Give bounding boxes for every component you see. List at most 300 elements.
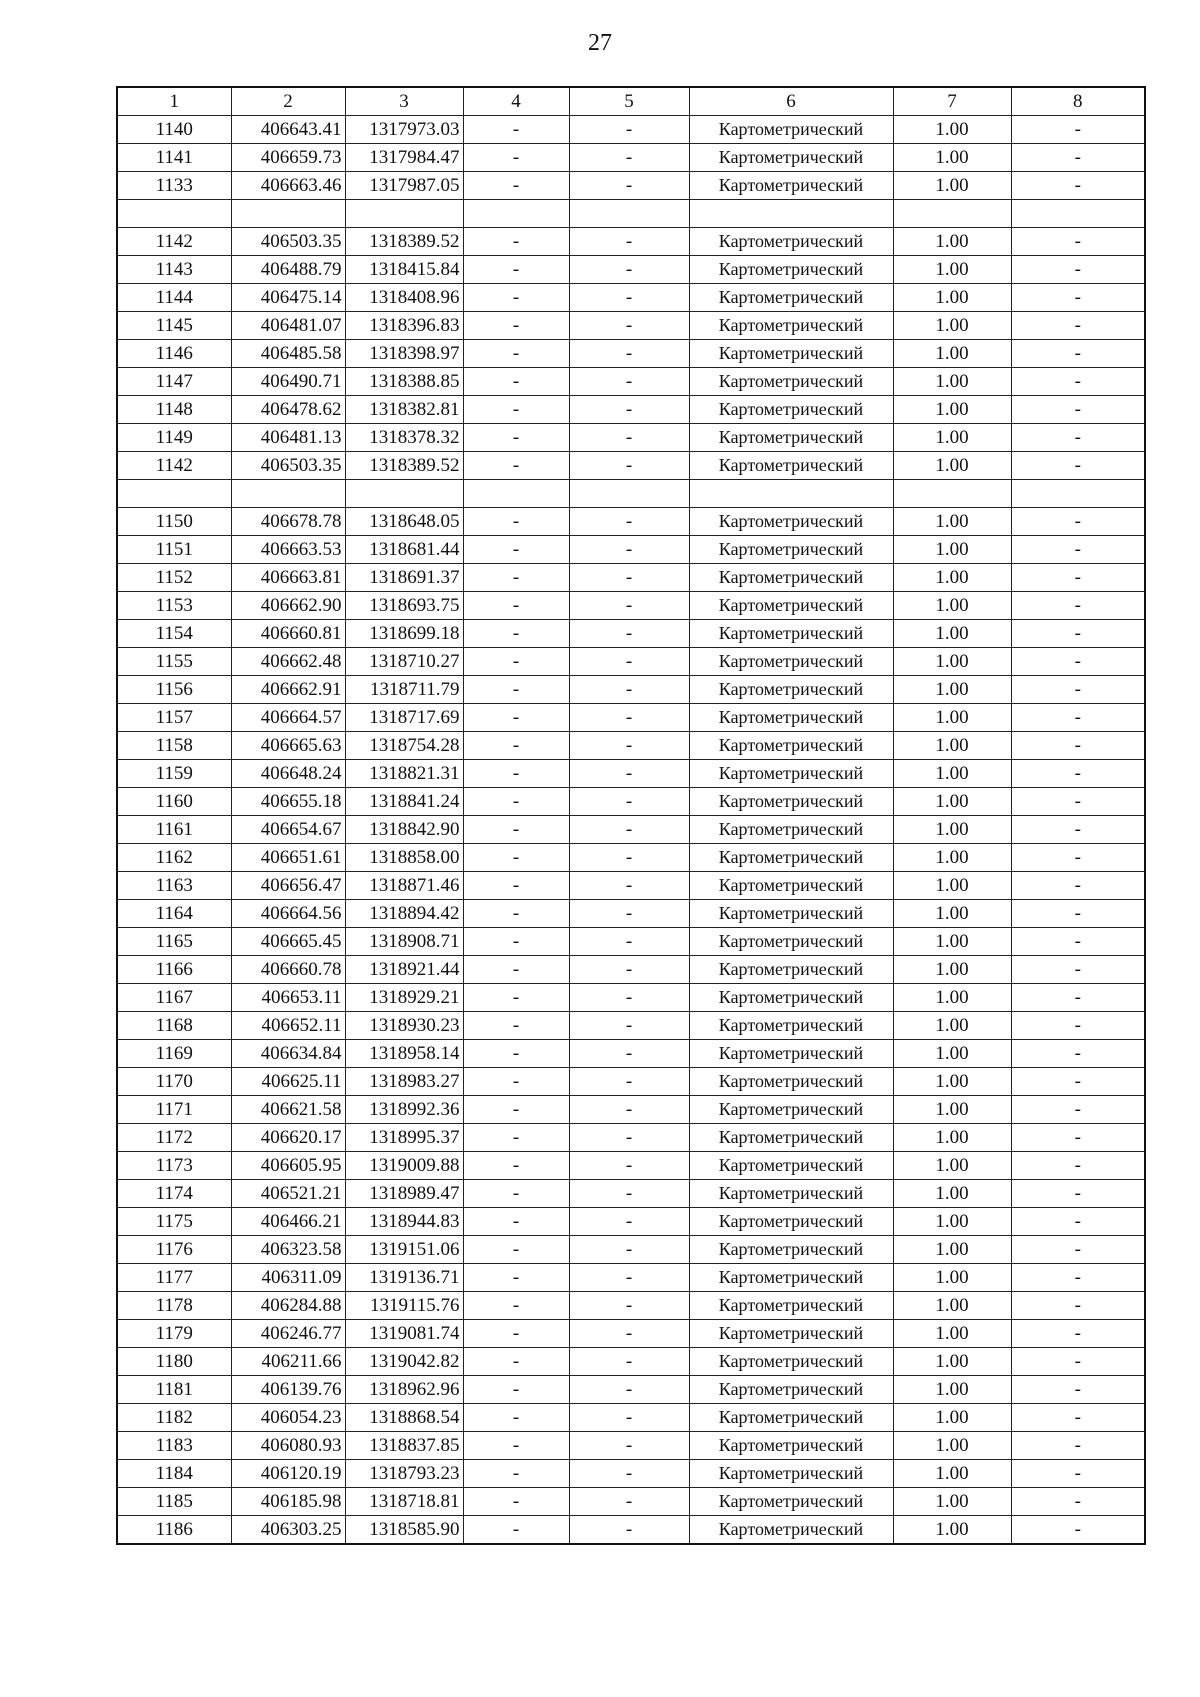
method-cell: Картометрический	[689, 620, 893, 648]
table-row	[117, 844, 1145, 872]
y-coordinate-cell: 1318382.81	[345, 396, 463, 424]
point-number-cell: 1157	[117, 704, 231, 732]
method-cell: Картометрический	[689, 452, 893, 480]
accuracy-cell: 1.00	[893, 1180, 1011, 1208]
method-cell: Картометрический	[689, 1068, 893, 1096]
col8-cell: -	[1011, 844, 1145, 872]
col8-cell: -	[1011, 676, 1145, 704]
y-coordinate-cell: 1318921.44	[345, 956, 463, 984]
header-cell: 7	[893, 87, 1011, 116]
col5-cell: -	[569, 592, 689, 620]
col5-cell: -	[569, 368, 689, 396]
y-coordinate-cell: 1318754.28	[345, 732, 463, 760]
table-row	[117, 900, 1145, 928]
point-number-cell: 1167	[117, 984, 231, 1012]
accuracy-cell: 1.00	[893, 816, 1011, 844]
table-row	[117, 1208, 1145, 1236]
col5-cell	[569, 200, 689, 228]
col4-cell: -	[463, 452, 569, 480]
col4-cell: -	[463, 1376, 569, 1404]
x-coordinate-cell: 406659.73	[231, 144, 345, 172]
col8-cell: -	[1011, 984, 1145, 1012]
accuracy-cell: 1.00	[893, 1068, 1011, 1096]
col5-cell: -	[569, 788, 689, 816]
table-row	[117, 396, 1145, 424]
table-row	[117, 340, 1145, 368]
col4-cell: -	[463, 396, 569, 424]
method-cell: Картометрический	[689, 1292, 893, 1320]
col8-cell: -	[1011, 956, 1145, 984]
x-coordinate-cell: 406662.91	[231, 676, 345, 704]
x-coordinate-cell: 406662.48	[231, 648, 345, 676]
table-row	[117, 1152, 1145, 1180]
method-cell	[689, 480, 893, 508]
page-number: 27	[588, 30, 612, 56]
x-coordinate-cell: 406652.11	[231, 1012, 345, 1040]
x-coordinate-cell: 406211.66	[231, 1348, 345, 1376]
y-coordinate-cell: 1318408.96	[345, 284, 463, 312]
y-coordinate-cell: 1318415.84	[345, 256, 463, 284]
table-row	[117, 1264, 1145, 1292]
col4-cell: -	[463, 648, 569, 676]
col5-cell: -	[569, 1264, 689, 1292]
col4-cell: -	[463, 1404, 569, 1432]
point-number-cell: 1142	[117, 228, 231, 256]
table-row	[117, 144, 1145, 172]
method-cell: Картометрический	[689, 760, 893, 788]
accuracy-cell: 1.00	[893, 116, 1011, 144]
x-coordinate-cell: 406664.57	[231, 704, 345, 732]
col4-cell: -	[463, 312, 569, 340]
x-coordinate-cell: 406481.07	[231, 312, 345, 340]
col5-cell: -	[569, 1320, 689, 1348]
col5-cell: -	[569, 1096, 689, 1124]
method-cell: Картометрический	[689, 1208, 893, 1236]
y-coordinate-cell: 1318718.81	[345, 1488, 463, 1516]
col8-cell: -	[1011, 592, 1145, 620]
col8-cell: -	[1011, 172, 1145, 200]
col8-cell: -	[1011, 144, 1145, 172]
method-cell: Картометрический	[689, 396, 893, 424]
accuracy-cell: 1.00	[893, 592, 1011, 620]
point-number-cell: 1183	[117, 1432, 231, 1460]
accuracy-cell: 1.00	[893, 620, 1011, 648]
accuracy-cell: 1.00	[893, 396, 1011, 424]
method-cell: Картометрический	[689, 676, 893, 704]
point-number-cell: 1143	[117, 256, 231, 284]
x-coordinate-cell: 406284.88	[231, 1292, 345, 1320]
col8-cell: -	[1011, 424, 1145, 452]
y-coordinate-cell: 1318710.27	[345, 648, 463, 676]
col4-cell: -	[463, 928, 569, 956]
point-number-cell: 1145	[117, 312, 231, 340]
point-number-cell: 1185	[117, 1488, 231, 1516]
col5-cell: -	[569, 312, 689, 340]
accuracy-cell: 1.00	[893, 1348, 1011, 1376]
col8-cell	[1011, 480, 1145, 508]
col4-cell: -	[463, 956, 569, 984]
accuracy-cell: 1.00	[893, 1460, 1011, 1488]
col5-cell: -	[569, 1488, 689, 1516]
y-coordinate-cell: 1319115.76	[345, 1292, 463, 1320]
col5-cell: -	[569, 704, 689, 732]
table-header-row	[117, 87, 1145, 116]
point-number-cell: 1148	[117, 396, 231, 424]
point-number-cell: 1147	[117, 368, 231, 396]
x-coordinate-cell: 406648.24	[231, 760, 345, 788]
col5-cell: -	[569, 1236, 689, 1264]
method-cell: Картометрический	[689, 732, 893, 760]
point-number-cell: 1152	[117, 564, 231, 592]
accuracy-cell: 1.00	[893, 1376, 1011, 1404]
table-row	[117, 956, 1145, 984]
col5-cell: -	[569, 1376, 689, 1404]
col4-cell: -	[463, 144, 569, 172]
accuracy-cell: 1.00	[893, 928, 1011, 956]
table-row	[117, 1460, 1145, 1488]
x-coordinate-cell: 406621.58	[231, 1096, 345, 1124]
col4-cell: -	[463, 1068, 569, 1096]
table-row	[117, 1096, 1145, 1124]
point-number-cell: 1179	[117, 1320, 231, 1348]
point-number-cell: 1165	[117, 928, 231, 956]
accuracy-cell: 1.00	[893, 704, 1011, 732]
point-number-cell: 1150	[117, 508, 231, 536]
col4-cell	[463, 480, 569, 508]
col5-cell: -	[569, 340, 689, 368]
point-number-cell: 1161	[117, 816, 231, 844]
method-cell: Картометрический	[689, 984, 893, 1012]
x-coordinate-cell: 406490.71	[231, 368, 345, 396]
col4-cell: -	[463, 984, 569, 1012]
accuracy-cell: 1.00	[893, 648, 1011, 676]
accuracy-cell: 1.00	[893, 1208, 1011, 1236]
table-row	[117, 564, 1145, 592]
table-row	[117, 172, 1145, 200]
x-coordinate-cell: 406139.76	[231, 1376, 345, 1404]
point-number-cell: 1155	[117, 648, 231, 676]
point-number-cell: 1141	[117, 144, 231, 172]
col4-cell: -	[463, 424, 569, 452]
accuracy-cell: 1.00	[893, 1320, 1011, 1348]
header-cell: 3	[345, 87, 463, 116]
table-row	[117, 1124, 1145, 1152]
point-number-cell: 1171	[117, 1096, 231, 1124]
y-coordinate-cell: 1318871.46	[345, 872, 463, 900]
point-number-cell: 1174	[117, 1180, 231, 1208]
col4-cell: -	[463, 1208, 569, 1236]
point-number-cell: 1184	[117, 1460, 231, 1488]
col8-cell: -	[1011, 564, 1145, 592]
accuracy-cell: 1.00	[893, 256, 1011, 284]
x-coordinate-cell: 406643.41	[231, 116, 345, 144]
col4-cell: -	[463, 760, 569, 788]
method-cell: Картометрический	[689, 1152, 893, 1180]
point-number-cell: 1162	[117, 844, 231, 872]
method-cell: Картометрический	[689, 1376, 893, 1404]
x-coordinate-cell: 406475.14	[231, 284, 345, 312]
col5-cell: -	[569, 1012, 689, 1040]
y-coordinate-cell: 1318821.31	[345, 760, 463, 788]
table-row	[117, 1292, 1145, 1320]
x-coordinate-cell: 406466.21	[231, 1208, 345, 1236]
method-cell: Картометрический	[689, 648, 893, 676]
accuracy-cell: 1.00	[893, 340, 1011, 368]
col8-cell: -	[1011, 508, 1145, 536]
col4-cell: -	[463, 704, 569, 732]
x-coordinate-cell: 406660.78	[231, 956, 345, 984]
x-coordinate-cell: 406663.46	[231, 172, 345, 200]
col5-cell: -	[569, 844, 689, 872]
method-cell: Картометрический	[689, 1180, 893, 1208]
point-number-cell: 1172	[117, 1124, 231, 1152]
method-cell: Картометрический	[689, 1040, 893, 1068]
col5-cell: -	[569, 676, 689, 704]
col8-cell: -	[1011, 284, 1145, 312]
col8-cell: -	[1011, 648, 1145, 676]
col4-cell: -	[463, 172, 569, 200]
table-row	[117, 676, 1145, 704]
point-number-cell: 1163	[117, 872, 231, 900]
x-coordinate-cell: 406521.21	[231, 1180, 345, 1208]
accuracy-cell: 1.00	[893, 788, 1011, 816]
table-row	[117, 1404, 1145, 1432]
y-coordinate-cell: 1318995.37	[345, 1124, 463, 1152]
x-coordinate-cell	[231, 480, 345, 508]
point-number-cell: 1176	[117, 1236, 231, 1264]
method-cell: Картометрический	[689, 1460, 893, 1488]
y-coordinate-cell: 1318585.90	[345, 1516, 463, 1545]
table-row	[117, 368, 1145, 396]
col5-cell: -	[569, 256, 689, 284]
x-coordinate-cell: 406185.98	[231, 1488, 345, 1516]
accuracy-cell: 1.00	[893, 844, 1011, 872]
method-cell: Картометрический	[689, 928, 893, 956]
col5-cell: -	[569, 816, 689, 844]
method-cell: Картометрический	[689, 172, 893, 200]
col4-cell: -	[463, 1516, 569, 1545]
col4-cell: -	[463, 1460, 569, 1488]
table-row	[117, 816, 1145, 844]
col8-cell: -	[1011, 1068, 1145, 1096]
col5-cell	[569, 480, 689, 508]
y-coordinate-cell: 1318868.54	[345, 1404, 463, 1432]
y-coordinate-cell: 1318396.83	[345, 312, 463, 340]
y-coordinate-cell: 1318378.32	[345, 424, 463, 452]
accuracy-cell: 1.00	[893, 1404, 1011, 1432]
col8-cell: -	[1011, 536, 1145, 564]
col8-cell: -	[1011, 1432, 1145, 1460]
col8-cell: -	[1011, 788, 1145, 816]
table-row	[117, 1320, 1145, 1348]
col4-cell: -	[463, 592, 569, 620]
point-number-cell: 1158	[117, 732, 231, 760]
table-row	[117, 312, 1145, 340]
col5-cell: -	[569, 144, 689, 172]
y-coordinate-cell: 1319136.71	[345, 1264, 463, 1292]
point-number-cell: 1177	[117, 1264, 231, 1292]
col5-cell: -	[569, 760, 689, 788]
col5-cell: -	[569, 228, 689, 256]
table-row	[117, 984, 1145, 1012]
col5-cell: -	[569, 424, 689, 452]
table-row	[117, 620, 1145, 648]
point-number-cell: 1156	[117, 676, 231, 704]
accuracy-cell: 1.00	[893, 1124, 1011, 1152]
col4-cell: -	[463, 1152, 569, 1180]
col5-cell: -	[569, 648, 689, 676]
x-coordinate-cell: 406654.67	[231, 816, 345, 844]
col5-cell: -	[569, 928, 689, 956]
y-coordinate-cell: 1318681.44	[345, 536, 463, 564]
point-number-cell: 1168	[117, 1012, 231, 1040]
method-cell: Картометрический	[689, 508, 893, 536]
accuracy-cell: 1.00	[893, 676, 1011, 704]
x-coordinate-cell: 406665.63	[231, 732, 345, 760]
x-coordinate-cell: 406651.61	[231, 844, 345, 872]
header-cell: 5	[569, 87, 689, 116]
header-cell: 2	[231, 87, 345, 116]
col8-cell: -	[1011, 452, 1145, 480]
accuracy-cell: 1.00	[893, 144, 1011, 172]
y-coordinate-cell: 1318958.14	[345, 1040, 463, 1068]
col8-cell: -	[1011, 1012, 1145, 1040]
point-number-cell: 1153	[117, 592, 231, 620]
y-coordinate-cell: 1318699.18	[345, 620, 463, 648]
col4-cell: -	[463, 872, 569, 900]
accuracy-cell: 1.00	[893, 508, 1011, 536]
col4-cell: -	[463, 536, 569, 564]
col5-cell: -	[569, 284, 689, 312]
table-row	[117, 1516, 1145, 1545]
col8-cell: -	[1011, 1460, 1145, 1488]
x-coordinate-cell: 406665.45	[231, 928, 345, 956]
col5-cell: -	[569, 1460, 689, 1488]
table-row	[117, 256, 1145, 284]
accuracy-cell: 1.00	[893, 1516, 1011, 1545]
method-cell: Картометрический	[689, 256, 893, 284]
method-cell: Картометрический	[689, 284, 893, 312]
y-coordinate-cell: 1318992.36	[345, 1096, 463, 1124]
x-coordinate-cell: 406120.19	[231, 1460, 345, 1488]
col8-cell: -	[1011, 1124, 1145, 1152]
point-number-cell: 1160	[117, 788, 231, 816]
y-coordinate-cell: 1318983.27	[345, 1068, 463, 1096]
col4-cell: -	[463, 368, 569, 396]
table-row	[117, 200, 1145, 228]
accuracy-cell: 1.00	[893, 172, 1011, 200]
col4-cell: -	[463, 1040, 569, 1068]
col4-cell: -	[463, 1488, 569, 1516]
accuracy-cell: 1.00	[893, 760, 1011, 788]
table-row	[117, 1348, 1145, 1376]
method-cell: Картометрический	[689, 1096, 893, 1124]
col4-cell: -	[463, 1348, 569, 1376]
y-coordinate-cell: 1317973.03	[345, 116, 463, 144]
method-cell: Картометрический	[689, 228, 893, 256]
method-cell: Картометрический	[689, 1264, 893, 1292]
method-cell: Картометрический	[689, 872, 893, 900]
col8-cell: -	[1011, 928, 1145, 956]
col5-cell: -	[569, 956, 689, 984]
table-row	[117, 452, 1145, 480]
col5-cell: -	[569, 1516, 689, 1545]
x-coordinate-cell: 406311.09	[231, 1264, 345, 1292]
table-row	[117, 480, 1145, 508]
accuracy-cell: 1.00	[893, 228, 1011, 256]
y-coordinate-cell: 1318793.23	[345, 1460, 463, 1488]
table-row	[117, 704, 1145, 732]
x-coordinate-cell: 406634.84	[231, 1040, 345, 1068]
accuracy-cell: 1.00	[893, 984, 1011, 1012]
col8-cell: -	[1011, 1040, 1145, 1068]
y-coordinate-cell: 1317987.05	[345, 172, 463, 200]
y-coordinate-cell: 1318389.52	[345, 228, 463, 256]
header-cell: 6	[689, 87, 893, 116]
y-coordinate-cell: 1317984.47	[345, 144, 463, 172]
method-cell: Картометрический	[689, 1488, 893, 1516]
point-number-cell	[117, 200, 231, 228]
point-number-cell: 1146	[117, 340, 231, 368]
method-cell: Картометрический	[689, 312, 893, 340]
x-coordinate-cell: 406605.95	[231, 1152, 345, 1180]
accuracy-cell: 1.00	[893, 564, 1011, 592]
table-row	[117, 228, 1145, 256]
col8-cell: -	[1011, 1236, 1145, 1264]
col8-cell: -	[1011, 732, 1145, 760]
y-coordinate-cell: 1318929.21	[345, 984, 463, 1012]
col8-cell: -	[1011, 620, 1145, 648]
method-cell: Картометрический	[689, 564, 893, 592]
method-cell: Картометрический	[689, 1516, 893, 1545]
x-coordinate-cell: 406660.81	[231, 620, 345, 648]
table-row	[117, 732, 1145, 760]
col5-cell: -	[569, 872, 689, 900]
method-cell: Картометрический	[689, 592, 893, 620]
col8-cell: -	[1011, 256, 1145, 284]
col5-cell: -	[569, 1124, 689, 1152]
y-coordinate-cell: 1318842.90	[345, 816, 463, 844]
x-coordinate-cell: 406303.25	[231, 1516, 345, 1545]
point-number-cell: 1182	[117, 1404, 231, 1432]
method-cell: Картометрический	[689, 536, 893, 564]
accuracy-cell: 1.00	[893, 900, 1011, 928]
col8-cell: -	[1011, 1152, 1145, 1180]
accuracy-cell: 1.00	[893, 424, 1011, 452]
col8-cell	[1011, 200, 1145, 228]
x-coordinate-cell: 406478.62	[231, 396, 345, 424]
table-row	[117, 1012, 1145, 1040]
table-row	[117, 1040, 1145, 1068]
table-row	[117, 788, 1145, 816]
col8-cell: -	[1011, 228, 1145, 256]
method-cell: Картометрический	[689, 340, 893, 368]
col5-cell: -	[569, 1348, 689, 1376]
point-number-cell: 1170	[117, 1068, 231, 1096]
col8-cell: -	[1011, 1180, 1145, 1208]
table-row	[117, 1236, 1145, 1264]
point-number-cell: 1151	[117, 536, 231, 564]
col8-cell: -	[1011, 872, 1145, 900]
col4-cell: -	[463, 1096, 569, 1124]
col8-cell: -	[1011, 1292, 1145, 1320]
x-coordinate-cell: 406080.93	[231, 1432, 345, 1460]
table-row	[117, 592, 1145, 620]
col4-cell: -	[463, 564, 569, 592]
accuracy-cell: 1.00	[893, 1096, 1011, 1124]
col8-cell: -	[1011, 1376, 1145, 1404]
accuracy-cell: 1.00	[893, 872, 1011, 900]
